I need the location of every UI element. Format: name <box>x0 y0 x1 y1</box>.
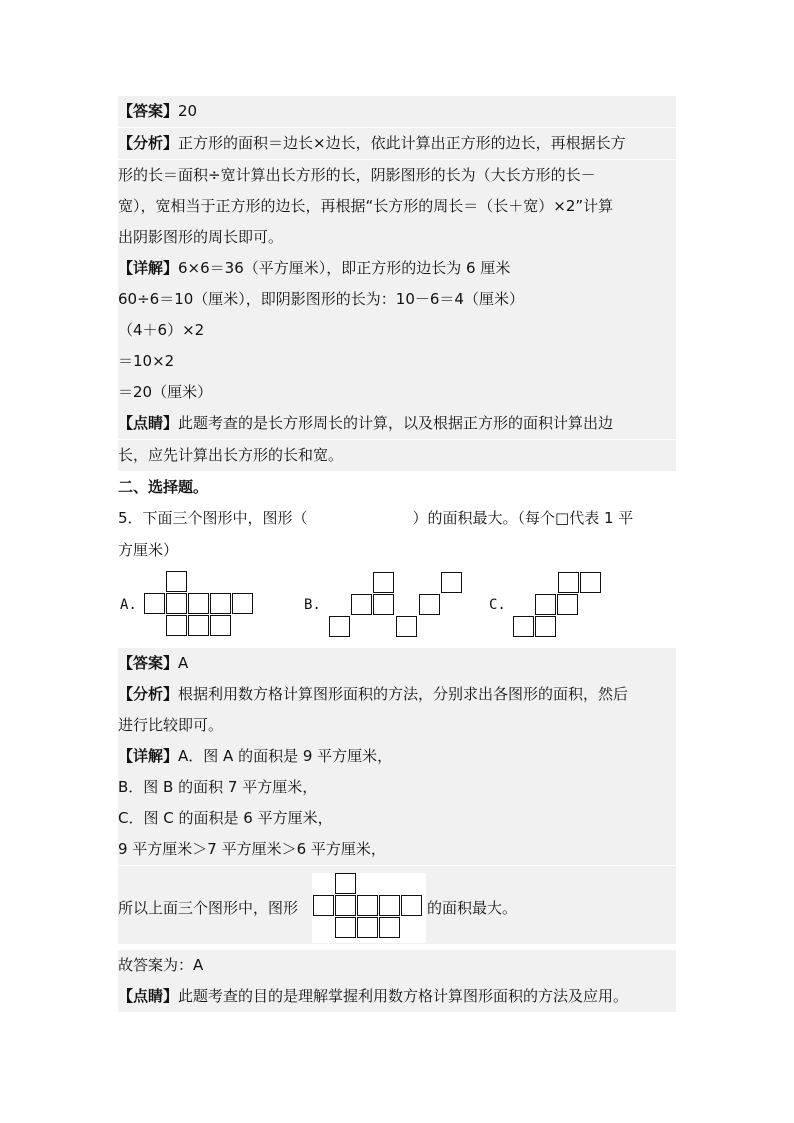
grid-square <box>535 616 556 637</box>
detail-tag: 【详解】 <box>118 747 179 765</box>
analysis-line-1 <box>118 128 676 159</box>
analysis-tag: 【分析】 <box>118 685 179 703</box>
grid-square <box>335 917 356 938</box>
grid-square <box>373 572 394 593</box>
detail-text: 6×6＝36（平方厘米），即正方形的边长为 6 厘米 <box>178 259 511 277</box>
analysis-line-2: 形的长＝面积÷宽计算出长方形的长，阴影图形的长为（大长方形的长－ <box>118 160 676 191</box>
analysis-line-4: 出阴影图形的周长即可。 <box>118 222 676 253</box>
analysis-text: 正方形的面积＝边长×边长，依此计算出正方形的边长，再根据长方 <box>178 134 626 152</box>
analysis-tag: 【分析】 <box>118 134 179 152</box>
grid-square <box>188 593 209 614</box>
answer-value: 20 <box>178 102 198 120</box>
figure-b <box>329 572 463 640</box>
question-5-line-2: 方厘米） <box>118 541 179 559</box>
grid-square <box>513 616 534 637</box>
grid-square <box>373 594 394 615</box>
grid-square <box>401 895 422 916</box>
conclusion-before: 所以上面三个图形中，图形 <box>118 899 299 917</box>
point-line-b <box>118 981 676 1012</box>
grid-square <box>210 593 231 614</box>
answer-tag: 【答案】 <box>118 654 179 672</box>
grid-square <box>351 594 372 615</box>
grid-square <box>210 615 231 636</box>
grid-square <box>535 594 556 615</box>
grid-square <box>357 917 378 938</box>
analysis-line-3: 宽），宽相当于正方形的边长，再根据“长方形的周长＝（长＋宽）×2”计算 <box>118 191 676 222</box>
detail-line-4b: 9 平方厘米＞7 平方厘米＞6 平方厘米， <box>118 834 676 865</box>
grid-square <box>357 895 378 916</box>
option-a-label: A. <box>120 597 137 613</box>
grid-square <box>313 895 334 916</box>
point-tag: 【点睛】 <box>118 987 179 1005</box>
point-text: 此题考查的是长方形周长的计算，以及根据正方形的面积计算出边 <box>178 414 614 432</box>
conclusion-after: 的面积最大。 <box>427 899 518 917</box>
grid-square <box>396 616 417 637</box>
grid-square <box>580 572 601 593</box>
answer-value: A <box>178 654 189 672</box>
detail-line-2b: B．图 B 的面积 7 平方厘米， <box>118 772 676 803</box>
option-b-label: B. <box>304 597 321 613</box>
detail-line-2: 60÷6＝10（厘米），即阴影图形的长为：10－6＝4（厘米） <box>118 284 676 315</box>
detail-tag: 【详解】 <box>118 259 179 277</box>
grid-square <box>335 873 356 894</box>
grid-square <box>558 572 579 593</box>
detail-line-4: ＝10×2 <box>118 346 676 377</box>
answer-line-2 <box>118 648 676 679</box>
detail-line-5: ＝20（厘米） <box>118 377 676 408</box>
final-answer-line: 故答案为：A <box>118 950 676 981</box>
figure-c <box>513 572 603 640</box>
grid-square <box>188 615 209 636</box>
question-5-line-1: 5．下面三个图形中，图形（ ）的面积最大。（每个□代表 1 平 <box>118 509 634 527</box>
grid-square <box>166 593 187 614</box>
option-c-label: C. <box>489 597 506 613</box>
detail-text: A．图 A 的面积是 9 平方厘米， <box>178 747 393 765</box>
grid-square <box>329 616 350 637</box>
point-tag: 【点睛】 <box>118 414 179 432</box>
grid-square <box>379 895 400 916</box>
detail-line-1b <box>118 741 676 772</box>
point-text: 此题考查的目的是理解掌握利用数方格计算图形面积的方法及应用。 <box>178 987 629 1005</box>
point-line-2: 长，应先计算出长方形的长和宽。 <box>118 440 676 471</box>
grid-square <box>166 615 187 636</box>
grid-square <box>419 594 440 615</box>
analysis-text: 根据利用数方格计算图形面积的方法，分别求出各图形的面积，然后 <box>178 685 629 703</box>
answer-tag: 【答案】 <box>118 102 179 120</box>
grid-square <box>379 917 400 938</box>
analysis-line-1b <box>118 679 676 710</box>
grid-square <box>144 593 165 614</box>
analysis-line-2b: 进行比较即可。 <box>118 710 676 741</box>
detail-line-3b: C．图 C 的面积是 6 平方厘米， <box>118 803 676 834</box>
detail-line-3: （4＋6）×2 <box>118 315 676 346</box>
figure-a <box>144 571 256 639</box>
inline-figure-a <box>313 873 425 941</box>
grid-square <box>166 571 187 592</box>
point-line-1 <box>118 408 676 439</box>
grid-square <box>441 572 462 593</box>
grid-square <box>232 593 253 614</box>
answer-line <box>118 96 676 127</box>
section-heading: 二、选择题。 <box>118 478 209 496</box>
grid-square <box>335 895 356 916</box>
detail-line-1 <box>118 253 676 284</box>
grid-square <box>557 594 578 615</box>
